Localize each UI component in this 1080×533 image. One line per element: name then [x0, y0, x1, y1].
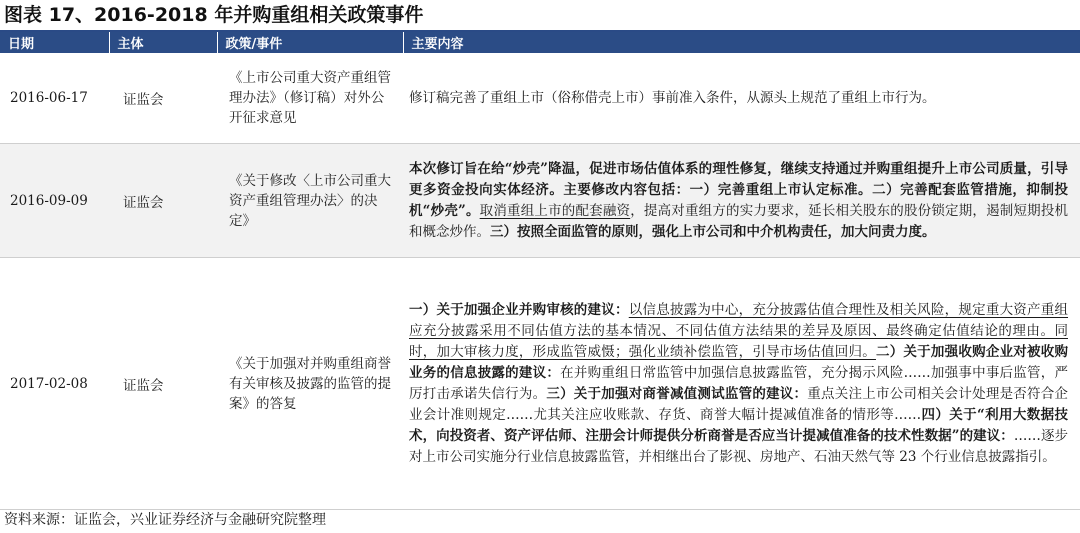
table-row [0, 258, 1080, 510]
row-body: 证监会 [109, 144, 217, 258]
content-segment: 四）关于“利用大数据技术，向投资者、资产评估师、注册会计师提供分析商誉是否应当计提减值准备的技术性数据”的建议： [409, 406, 1069, 444]
header-date: 日期 [0, 32, 109, 53]
content-segment: 一）关于加强企业并购审核的建议： [409, 301, 629, 318]
header-content: 主要内容 [403, 32, 1080, 53]
row-policy: 《关于加强对并购重组商誉有关审核及披露的监管的提案》的答复 [217, 258, 403, 510]
row-policy: 《关于修改〈上市公司重大资产重组管理办法〉的决定》 [217, 144, 403, 258]
content-segment: 以信息披露为中心，充分披露估值合理性及相关风险，规定重大资产重组应充分披露采用不同估值方法的基本情况、不同估值方法结果的差异及原因、最终确定估值结论的理由。同时，加大审核力度，形成监管威慑；强化业绩补偿监管，引导市场估值回归。 [409, 301, 1069, 360]
figure-title: 图表 17、2016-2018 年并购重组相关政策事件 [4, 4, 424, 26]
row-date: 2016-09-09 [0, 144, 109, 258]
header-policy: 政策/事件 [217, 32, 403, 53]
content-segment: ，提高对重组方的实力要求，延长相关股东的股份锁定期，遏制短期投机和概念炒作。 [409, 202, 1069, 240]
content-segment: ……逐步对上市公司实施分行业信息披露监管，并相继出台了影视、房地产、石油天然气等 23 个行业信息披露指引。 [409, 427, 1069, 465]
content-segment: 二）关于加强收购企业对被收购业务的信息披露的建议： [409, 343, 1069, 381]
content-segment: 本次修订旨在给“炒壳”降温，促进市场估值体系的理性修复，继续支持通过并购重组提升上市公司质量，引导更多资金投向实体经济。主要修改内容包括：一）完善重组上市认定标准。二）完善配套监管措施，抑制投机“炒壳”。 [409, 160, 1068, 219]
header-row [0, 32, 1080, 53]
row-body: 证监会 [109, 258, 217, 510]
header-body: 主体 [109, 32, 217, 53]
source-note: 资料来源：证监会，兴业证券经济与金融研究院整理 [4, 512, 326, 528]
content-segment: 三）按照全面监管的原则，强化上市公司和中介机构责任，加大问责力度。 [490, 223, 936, 240]
content-segment: 在并购重组日常监管中加强信息披露监管，充分揭示风险……加强事中事后监管，严厉打击承诺失信行为。 [409, 364, 1069, 402]
row-date: 2016-06-17 [0, 53, 109, 144]
row-content [403, 144, 1080, 258]
row-body: 证监会 [109, 53, 217, 144]
content-segment: 三）关于加强对商誉减值测试监管的建议： [546, 385, 808, 402]
table-row [0, 53, 1080, 144]
content-segment: 修订稿完善了重组上市（俗称借壳上市）事前准入条件，从源头上规范了重组上市行为。 [409, 89, 936, 106]
policy-events-table [0, 32, 1080, 510]
row-content [403, 258, 1080, 510]
content-segment: 重点关注上市公司相关会计处理是否符合企业会计准则规定……尤其关注应收账款、存货、商誉大幅计提减值准备的情形等…… [409, 385, 1069, 423]
table-row [0, 144, 1080, 258]
row-date: 2017-02-08 [0, 258, 109, 510]
content-segment: 取消重组上市的配套融资 [479, 202, 631, 219]
row-policy: 《上市公司重大资产重组管理办法》（修订稿）对外公开征求意见 [217, 53, 403, 144]
row-content [403, 53, 1080, 144]
